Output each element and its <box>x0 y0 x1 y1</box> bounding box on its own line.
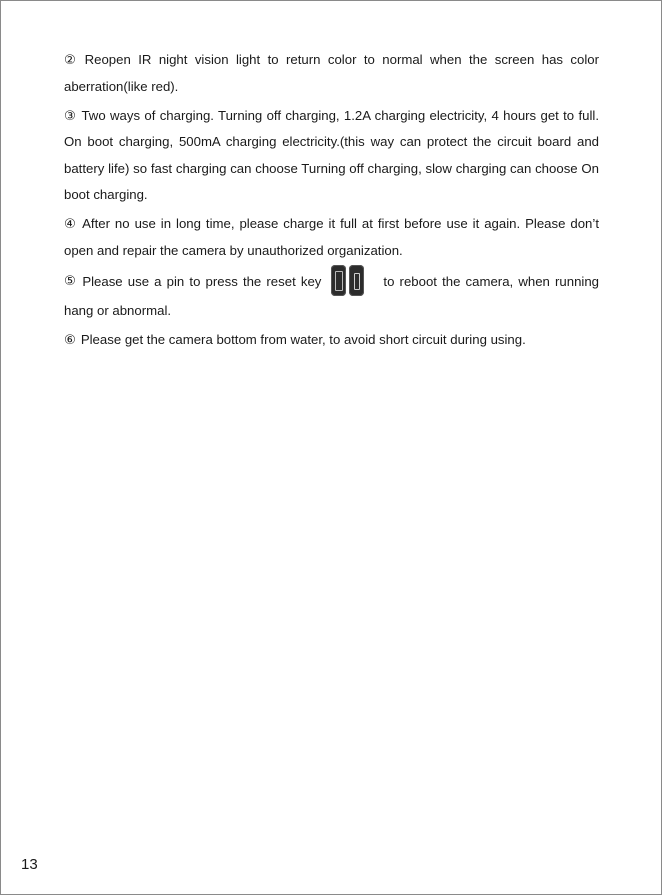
instruction-3 <box>64 103 599 209</box>
instruction-text: Reopen IR night vision light to return color to normal when the screen has color aberration(like red). <box>64 52 600 94</box>
instruction-text: Please get the camera bottom from water, to avoid short circuit during using. <box>80 331 526 347</box>
instruction-text: Two ways of charging. Turning off charging, 1.2A charging electricity, 4 hours get to full. On boot charging, 500mA charging electricity.(this way can protect the circuit board and battery life) so fast charging can choose Turning off charging, slow charging can choose On boot charging. <box>64 107 599 202</box>
hdmi-port-icon <box>331 265 346 296</box>
instruction-number: ⑤ <box>64 273 78 289</box>
instruction-text-after: to reboot the camera, when running hang or abnormal. <box>64 273 600 318</box>
instruction-text-before: Please use a pin to press the reset key <box>82 273 322 289</box>
reset-key-illustration <box>331 265 367 296</box>
instructions-list <box>64 47 599 353</box>
instruction-number: ⑥ <box>64 331 76 347</box>
instruction-number: ④ <box>64 216 78 231</box>
instruction-5 <box>64 267 599 325</box>
page-number: 13 <box>21 856 38 873</box>
instruction-number: ③ <box>64 107 77 123</box>
usb-port-icon <box>349 265 364 296</box>
instruction-2 <box>64 47 599 100</box>
instruction-6 <box>64 327 599 354</box>
instruction-number: ② <box>64 52 80 67</box>
instruction-text: After no use in long time, please charge it full at first before use it again. Please don’t open and repair the camera by unauthorized organization. <box>64 216 599 258</box>
instruction-4 <box>64 211 599 264</box>
